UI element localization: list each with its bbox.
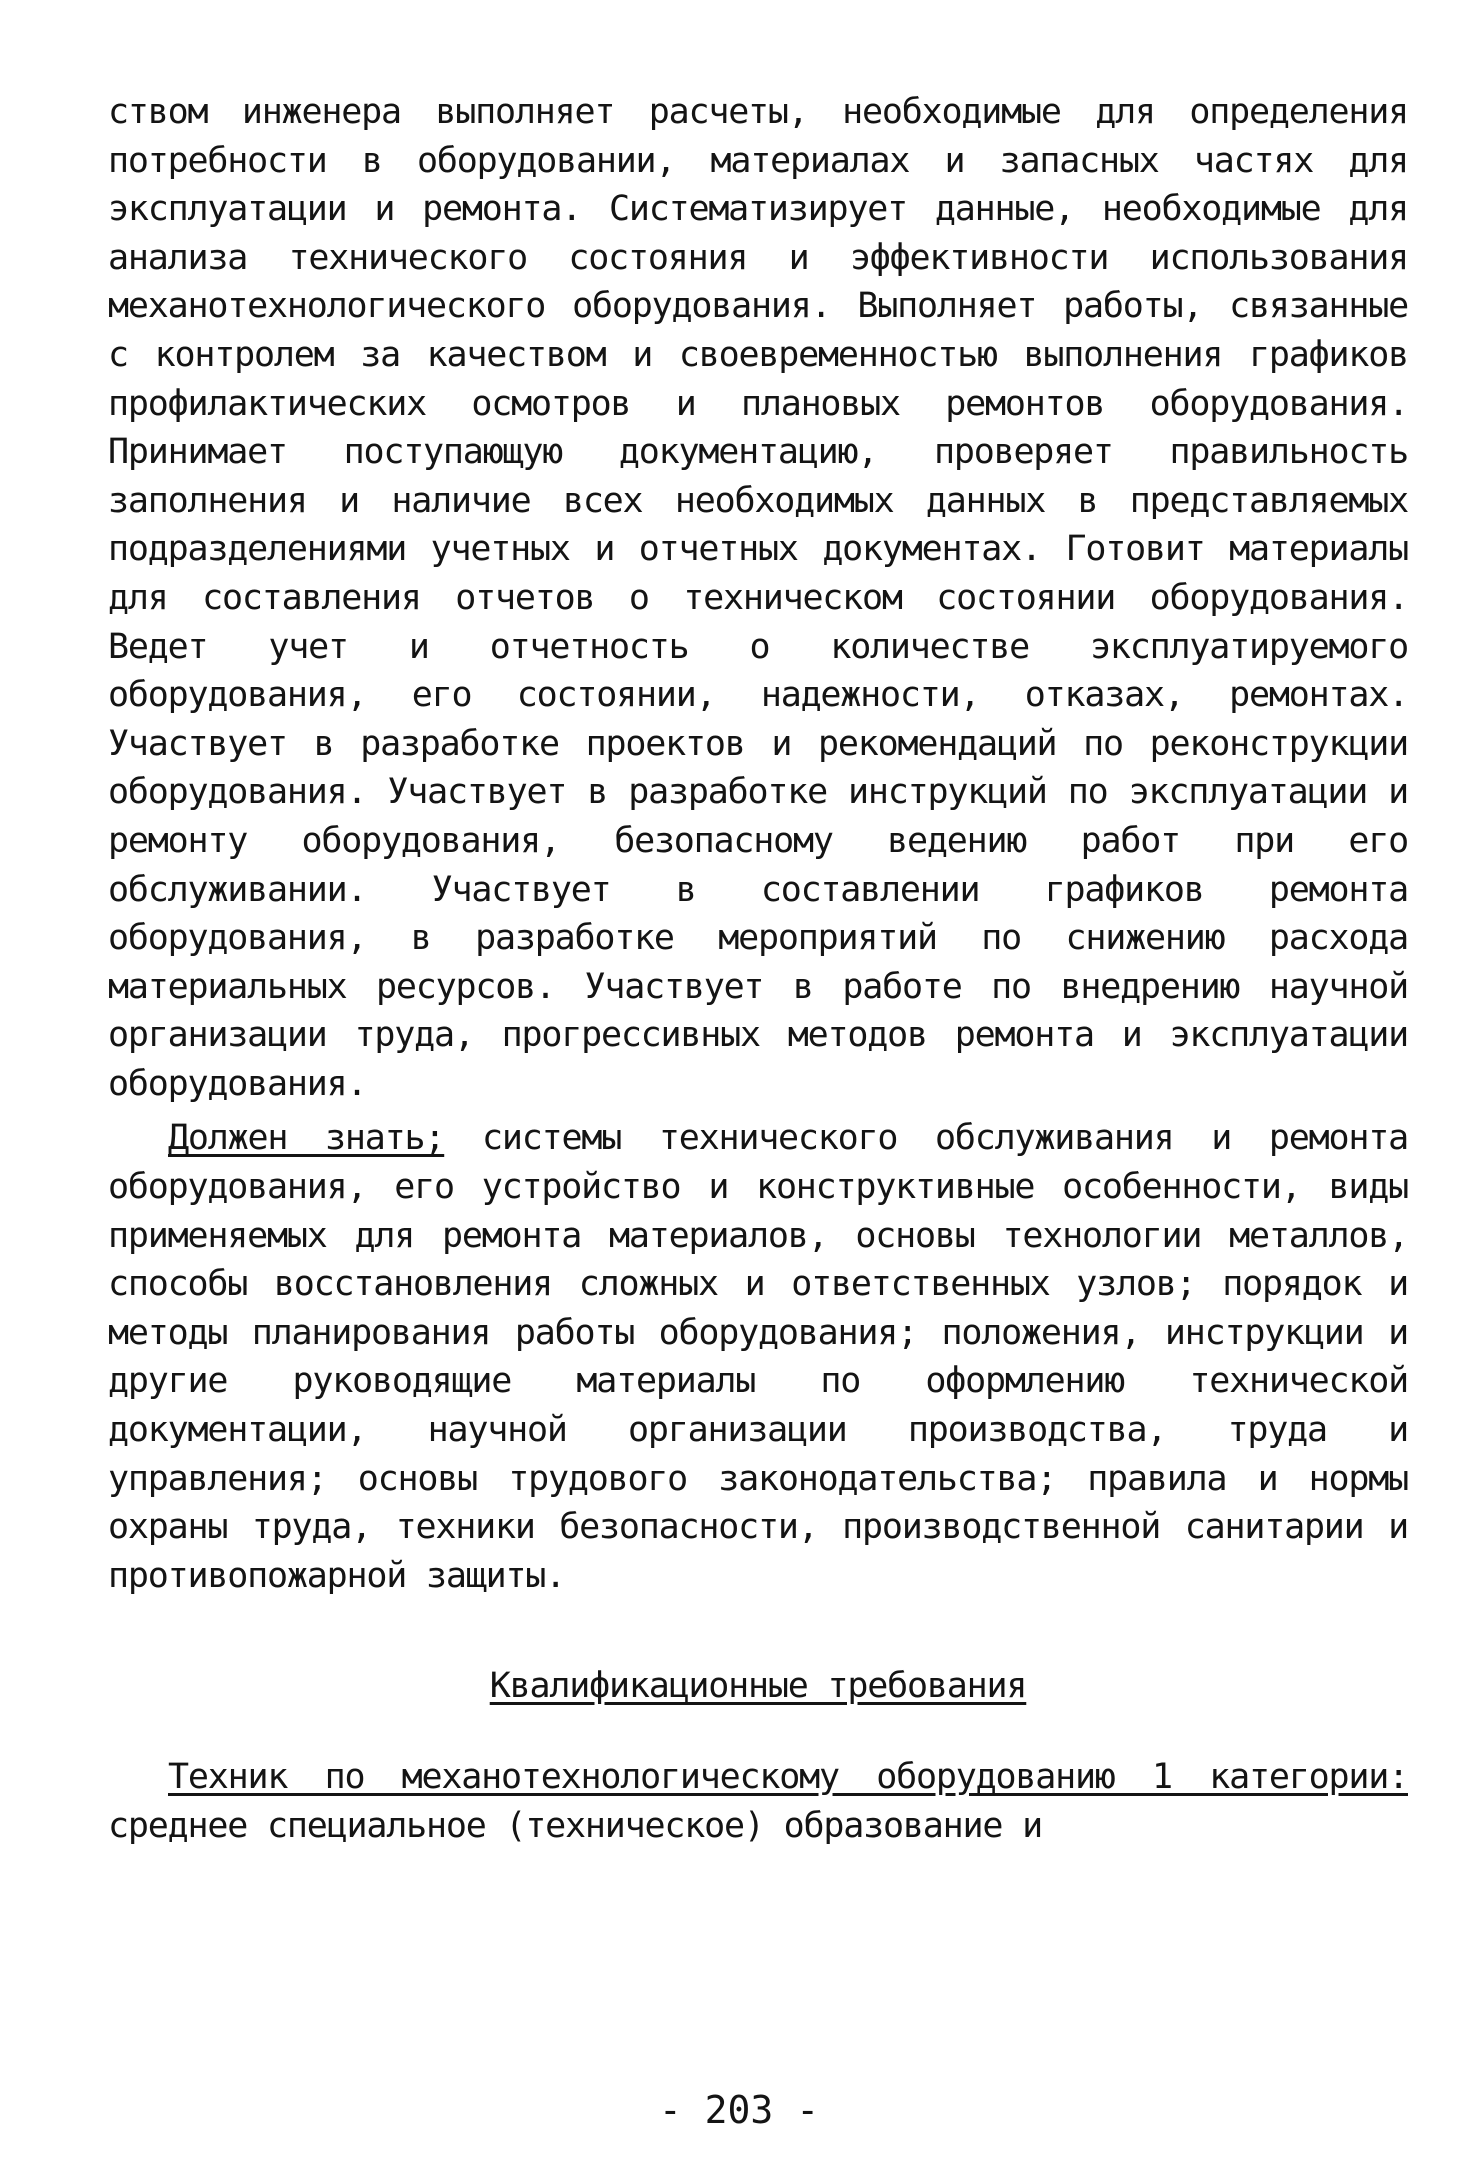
category-label: Техник по механотехнологическому оборудованию 1 категории: <box>168 1757 1408 1797</box>
duties-paragraph: ством инженера выполняет расчеты, необходимые для определения потребности в оборудовании, материалах и запасных частях для эксплуатации и ремонта. Систематизирует данные, необходимые для анализа технического состояния и эффективности использования механотехнологического оборудования. Выполняет работы, связанные с контролем за качеством и своевременностью выполнения графиков профилактических осмотров и плановых ремонтов оборудования. Принимает поступающую документацию, проверяет правильность заполнения и наличие всех необходимых данных в представляемых подразделениями учетных и отчетных документах. Готовит материалы для составления отчетов о техническом состоянии оборудования. Ведет учет и отчетность о количестве эксплуатируемого оборудования, его состоянии, надежности, отказах, ремонтах. Участвует в разработке проектов и рекомендаций по реконструкции оборудования. Участвует в разработке инструкций по эксплуатации и ремонту оборудования, безопасному ведению работ при его обслуживании. Участвует в составлении графиков ремонта оборудования, в разработке мероприятий по снижению расхода материальных ресурсов. Участвует в работе по внедрению научной организации труда, прогрессивных методов ремонта и эксплуатации оборудования. <box>108 92 1408 1104</box>
page-number: - 203 - <box>658 2088 820 2132</box>
category-requirement <box>108 1753 1408 1850</box>
must-know-text: системы технического обслуживания и ремонта оборудования, его устройство и конструктивные особенности, виды применяемых для ремонта материалов, основы технологии металлов, способы восстановления сложных и ответственных узлов; порядок и методы планирования работы оборудования; положения, инструкции и другие руководящие материалы по оформлению технической документации, научной организации производства, труда и управления; основы трудового законодательства; правила и нормы охраны труда, техники безопасности, производственной санитарии и противопожарной защиты. <box>108 1118 1408 1596</box>
document-page <box>108 88 1408 1850</box>
section-heading <box>108 1662 1408 1711</box>
must-know-paragraph <box>108 1114 1408 1600</box>
category-text: среднее специальное (техническое) образование и <box>108 1805 1042 1846</box>
must-know-label: Должен знать; <box>168 1118 445 1159</box>
section-heading-text: Квалификационные требования <box>489 1666 1027 1707</box>
